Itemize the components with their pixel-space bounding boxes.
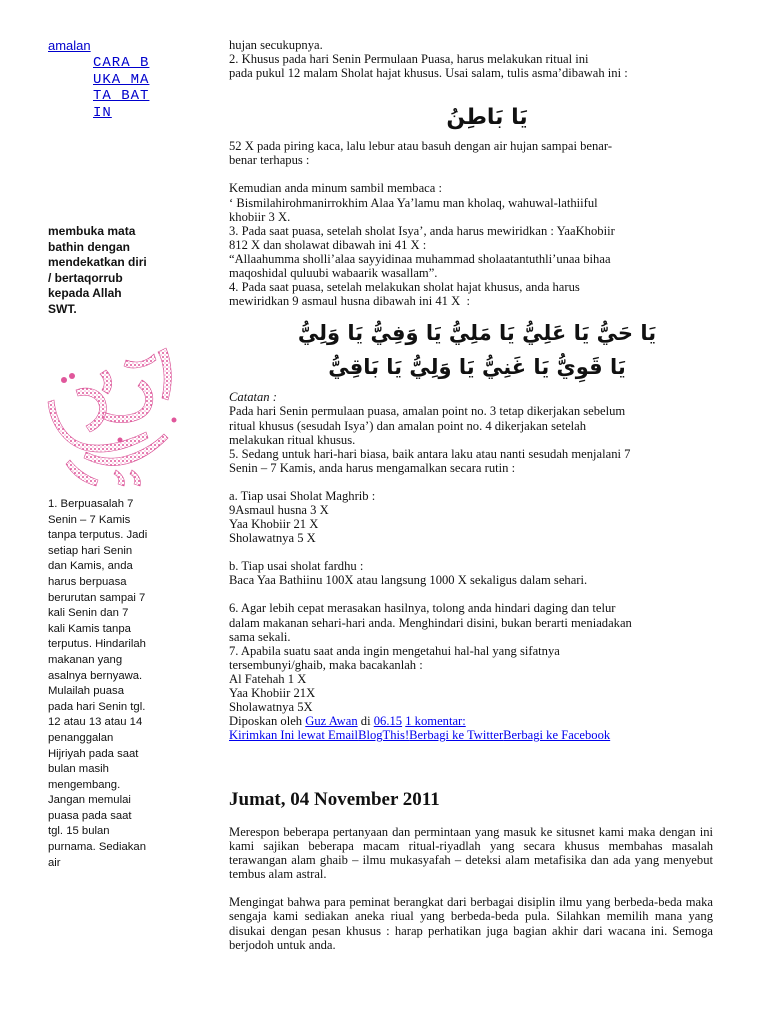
post-line: maqoshidal quluubi wabaarik wasallam”. [229, 266, 438, 281]
post-line: Pada hari Senin permulaan puasa, amalan point no. 3 tetap dikerjakan sebelum [229, 404, 626, 419]
post-line: benar terhapus : [229, 153, 310, 168]
svg-text:يَا قَوِيُّ يَا غَنِيُّ يَا وَ: يَا قَوِيُّ يَا غَنِيُّ يَا وَلِيُّ يَا بَاقِيُّ [328, 355, 626, 380]
post-line: tersembunyi/ghaib, maka bacakanlah : [229, 657, 423, 672]
post-line: melakukan ritual khusus. [229, 432, 356, 447]
next-post-body [229, 825, 713, 952]
svg-text:يَا بَاطِنُ: يَا بَاطِنُ [446, 104, 528, 130]
post-time-link[interactable]: 06.15 [373, 714, 403, 729]
sidebar-fasting-text: 1. Berpuasalah 7 Senin – 7 Kamis tanpa terputus. Jadi setiap hari Senin dan Kamis, anda harus berpuasa berurutan sampai 7 kali Senin dan 7 kali Kamis tanpa terputus. Hindarilah makanan yang asalnya bernyawa. Mulailah puasa pada hari Senin tgl. 12 atau 13 atau 14 penanggalan Hijriyah pada saat bulan masih mengembang. Jangan memulai puasa pada saat tgl. 15 bulan purnama. Sediakan air [48, 498, 148, 869]
post-line: sama sekali. [229, 629, 291, 644]
post-lines-e [229, 489, 715, 545]
post-line: Senin – 7 Kamis, anda harus mengamalkan secara rutin : [229, 460, 516, 475]
post-link-cara-buka-mata-batin[interactable]: CARA BUKA MATA BATIN [93, 55, 150, 121]
post-line: 6. Agar lebih cepat merasakan hasilnya, tolong anda hindari daging dan telur [229, 601, 616, 616]
post-lines-d [229, 404, 715, 474]
post-line: Al Fatehah 1 X [229, 671, 307, 686]
post-line: Kemudian anda minum sambil membaca : [229, 181, 442, 196]
post-line: pada pukul 12 malam Sholat hajat khusus. Usai salam, tulis asma’dibawah ini : [229, 66, 628, 81]
next-post-paragraph: Mengingat bahwa para peminat berangkat dari berbagai disiplin ilmu yang berbeda-beda maka sengaja kami sediakan aneka riual yang berbeda-beda pula. Silahkan memilih mana yang disukai dengan pesan khusus : harap perhatikan juga bagian akhir dari wacana ini. Semoga berjodoh untuk anda. [229, 895, 713, 952]
post-lines-f [229, 559, 715, 587]
author-link[interactable]: Guz Awan [305, 714, 358, 729]
share-links [229, 728, 715, 742]
post-line: 3. Pada saat puasa, setelah sholat Isya’, anda harus mewiridkan : YaaKhobiir [229, 223, 615, 238]
post-line: Baca Yaa Bathiinu 100X atau langsung 1000 X sekaligus dalam sehari. [229, 573, 588, 588]
post-line: a. Tiap usai Sholat Maghrib : [229, 488, 376, 503]
post-line: 812 X dan sholawat dibawah ini 41 X : [229, 237, 427, 252]
post-line: Yaa Khobiir 21 X [229, 517, 319, 532]
arabic-ya-bathinu [229, 94, 715, 139]
post-line: Sholawatnya 5 X [229, 531, 316, 546]
share-facebook-link[interactable]: Berbagi ke Facebook [503, 728, 611, 743]
post-lines-b [229, 139, 715, 167]
post-description: membuka mata bathin dengan mendekatkan diri / bertaqorrub kepada Allah SWT. [48, 224, 147, 316]
post-line: dalam makanan sehari-hari anda. Menghindari disini, bukan berarti meniadakan [229, 615, 632, 630]
posted-by-label: Diposkan oleh [229, 714, 303, 729]
post-line: mewiridkan 9 asmaul husna dibawah ini 41 X : [229, 294, 470, 309]
post-line: 2. Khusus pada hari Senin Permulaan Puasa, harus melakukan ritual ini [229, 52, 589, 67]
post-line: 5. Sedang untuk hari-hari biasa, baik antara laku atau nanti sesudah menjalani 7 [229, 446, 631, 461]
post-line: 52 X pada piring kaca, lalu lebur atau basuh dengan air hujan sampai benar- [229, 139, 613, 154]
calligraphy-image [46, 340, 186, 490]
post-line: 9Asmaul husna 3 X [229, 502, 329, 517]
at-label: di [360, 714, 371, 729]
share-twitter-link[interactable]: Berbagi ke Twitter [409, 728, 504, 743]
next-post-paragraph: Merespon beberapa pertanyaan dan permintaan yang masuk ke situsnet kami maka dengan ini kami sajikan beberapa macam ritual-riyadlah yang secara khusus membahas masalah terawangan alam ghaib – ilmu mukasyafah – deteksi alam metafisika dan ada yang menyebut tembus alam astral. [229, 825, 713, 882]
comments-link[interactable]: 1 komentar: [405, 714, 466, 729]
post-lines-a [229, 38, 715, 80]
post-line: 7. Apabila suatu saat anda ingin mengetahui hal-hal yang sifatnya [229, 643, 560, 658]
post-line: Yaa Khobiir 21X [229, 686, 316, 700]
post-line: Sholawatnya 5X [229, 700, 313, 715]
post-line: ‘ Bismilahirohmanirrokhim Alaa Ya’lamu man kholaq, wahuwal-lathiiful [229, 195, 598, 210]
post-line: b. Tiap usai sholat fardhu : [229, 559, 364, 574]
post-footer [229, 714, 715, 728]
post-line: “Allaahumma sholli’alaa sayyidinaa muhammad sholaatantuthli’unaa bihaa [229, 251, 611, 266]
post-body [229, 38, 715, 742]
sidebar [48, 38, 186, 121]
catatan-label: Catatan : [229, 390, 277, 405]
share-blogthis-link[interactable]: BlogThis! [358, 728, 410, 743]
post-lines-c [229, 181, 715, 308]
blog-link-amalan[interactable]: amalan [48, 38, 91, 53]
post-lines-g [229, 601, 715, 714]
svg-text:يَا حَيُّ يَا عَلِيُّ يَا مَلِ: يَا حَيُّ يَا عَلِيُّ يَا مَلِيُّ يَا وَفِيُّ يَا وَلِيُّ [297, 321, 657, 346]
post-line: khobiir 3 X. [229, 209, 291, 224]
post-line: ritual khusus (sesudah Isya’) dan amalan point no. 4 dikerjakan setelah [229, 418, 587, 433]
post-line: 4. Pada saat puasa, setelah melakukan sholat hajat khusus, anda harus [229, 280, 580, 295]
share-email-link[interactable]: Kirimkan Ini lewat Email [229, 728, 359, 743]
date-header: Jumat, 04 November 2011 [229, 789, 440, 810]
arabic-asmaul-husna [229, 308, 715, 390]
post-line: hujan secukupnya. [229, 38, 323, 52]
